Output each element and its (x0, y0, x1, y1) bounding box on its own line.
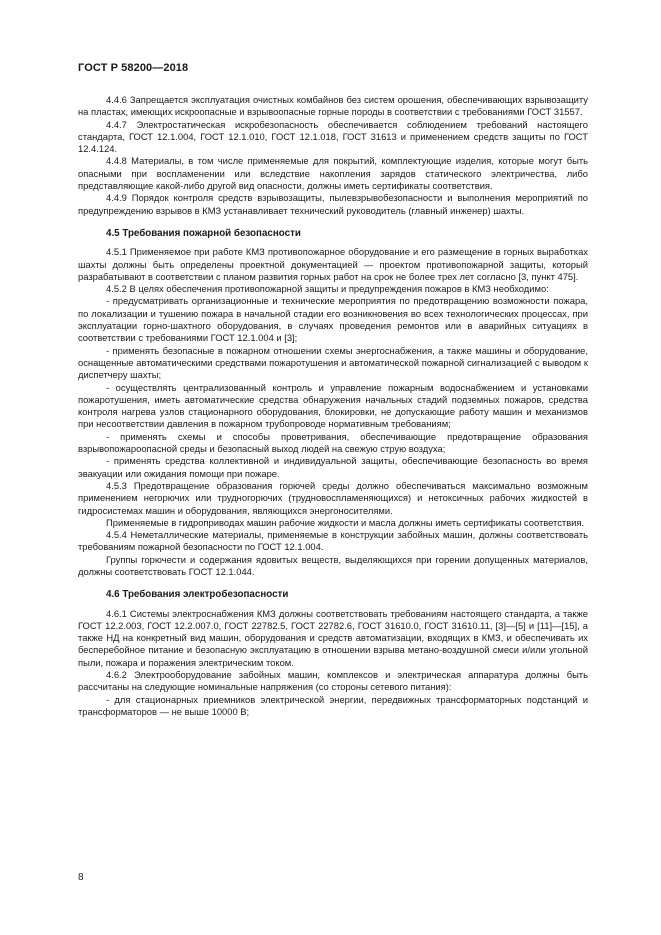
paragraph: - для стационарных приемников электрической энергии, передвижных трансформаторных подстанций и трансформаторов — не выше 10000 В; (78, 693, 588, 717)
paragraph: Группы горючести и содержания ядовитых веществ, выделяющихся при горении допущенных материалов, должны соответствовать ГОСТ 12.1.044. (78, 553, 588, 577)
paragraph: - осуществлять централизованный контроль и управление пожарным водоснабжением и установками пожаротушения, иметь автоматические средства обнаружения начальных стадий подземных пожаров, средства контроля нагрева узлов стационарного оборудования, блокировки, не допускающие работу машин и механизмов при несоответствии давления в пожарном трубопроводе нормативным требованиям; (78, 381, 588, 430)
paragraph: 4.5.4 Неметаллические материалы, применяемые в конструкции забойных машин, должны соответствовать требованиям пожарной безопасности по ГОСТ 12.1.004. (78, 529, 588, 553)
paragraph: 4.6.2 Электрооборудование забойных машин, комплексов и электрическая аппаратура должны быть рассчитаны на следующие номинальные напряжения (со стороны сетевого питания): (78, 669, 588, 693)
section-heading: 4.5 Требования пожарной безопасности (106, 227, 301, 239)
paragraph: - применять безопасные в пожарном отношении схемы энергоснабжения, а также машины и оборудование, оснащенные автоматическими средствами пожаротушения и автоматической пожарной сигнализацией с выводом к диспетчеру шахты; (78, 344, 588, 381)
paragraph: - применять схемы и способы проветривания, обеспечивающие предотвращение образования взрывопожароопасной среды и безопасный выход людей на свежую струю воздуха; (78, 430, 588, 455)
paragraph: 4.5.1 Применяемое при работе КМЗ противопожарное оборудование и его размещение в горных выработках шахты должны быть определены проектной документацией — проектом противопожарной защиты, который разрабатывают в соответствии с планом развития горных работ на срок не более трех лет согласно [3, пункт 475]. (78, 246, 588, 282)
paragraph: 4.5.2 В целях обеспечения противопожарной защиты и предупреждения пожаров в КМЗ необходимо: (106, 283, 549, 295)
page-number: 8 (78, 872, 84, 883)
paragraph: - применять средства коллективной и индивидуальной защиты, обеспечивающие безопасность во время эвакуации или ожидания помощи при пожаре. (78, 455, 588, 479)
document-code-header: ГОСТ Р 58200—2018 (78, 62, 189, 74)
section-heading: 4.6 Требования электробезопасности (106, 589, 289, 601)
paragraph: 4.4.6 Запрещается эксплуатация очистных комбайнов без систем орошения, обеспечивающих взрывозащиту на пластах, имеющих искроопасные и взрывоопасные горные породы в соответствии с требованиями ГОСТ 31557. (78, 94, 588, 118)
paragraph: 4.6.1 Системы электроснабжения КМЗ должны соответствовать требованиям настоящего стандарта, а также ГОСТ 12.2.003, ГОСТ 12.2.007.0, ГОСТ 22782.5, ГОСТ 22782.6, ГОСТ 31610.0, ГОСТ 31610.11, [3]—[5] и [11]—[15], а также НД на конкретный вид машин, оборудования и средств автоматизации, входящих в КМЗ, и обеспечивать их бесперебойное питание и безопасную эксплуатацию в отношении взрыва метано-воздушной смеси и/или угольной пыли, пожара и поражения электрическим током. (78, 607, 588, 668)
paragraph: 4.4.7 Электростатическая искробезопасность обеспечивается соблюдением требований настоящего стандарта, ГОСТ 12.1.004, ГОСТ 12.1.010, ГОСТ 12.1.018, ГОСТ 31613 и применением средств защиты по ГОСТ 12.4.124. (78, 118, 588, 155)
paragraph: Применяемые в гидроприводах машин рабочие жидкости и масла должны иметь сертификаты соответствия. (106, 516, 585, 528)
paragraph: 4.5.3 Предотвращение образования горючей среды должно обеспечиваться максимально возможным применением негорючих или трудногорючих (трудновоспламеняющихся) и нетоксичных рабочих жидкостей в гидросистемах машин и оборудования, являющихся энергоносителями. (78, 479, 588, 516)
paragraph: 4.4.8 Материалы, в том числе применяемые для покрытий, комплектующие изделия, которые могут быть опасными при воспламенении или вследствие накопления зарядов статического электричества, либо представляющие какой-либо другой вид опасности, должны иметь сертификаты соответствия. (78, 155, 588, 192)
paragraph: - предусматривать организационные и технические мероприятия по предотвращению возможности пожара, по локализации и тушению пожара в начальной стадии его возникновения во всех технологических процессах, при эксплуатации горно-шахтного оборудования, в случаях проведения ремонтов или в аварийных ситуациях в соответствии с требованиями ГОСТ 12.1.004 и [3]; (78, 295, 588, 344)
document-body (78, 94, 588, 718)
paragraph: 4.4.9 Порядок контроля средств взрывозащиты, пылевзрывобезопасности и выполнения мероприятий по предупреждению взрывов в КМЗ устанавливает технический руководитель (главный инженер) шахты. (78, 192, 588, 216)
